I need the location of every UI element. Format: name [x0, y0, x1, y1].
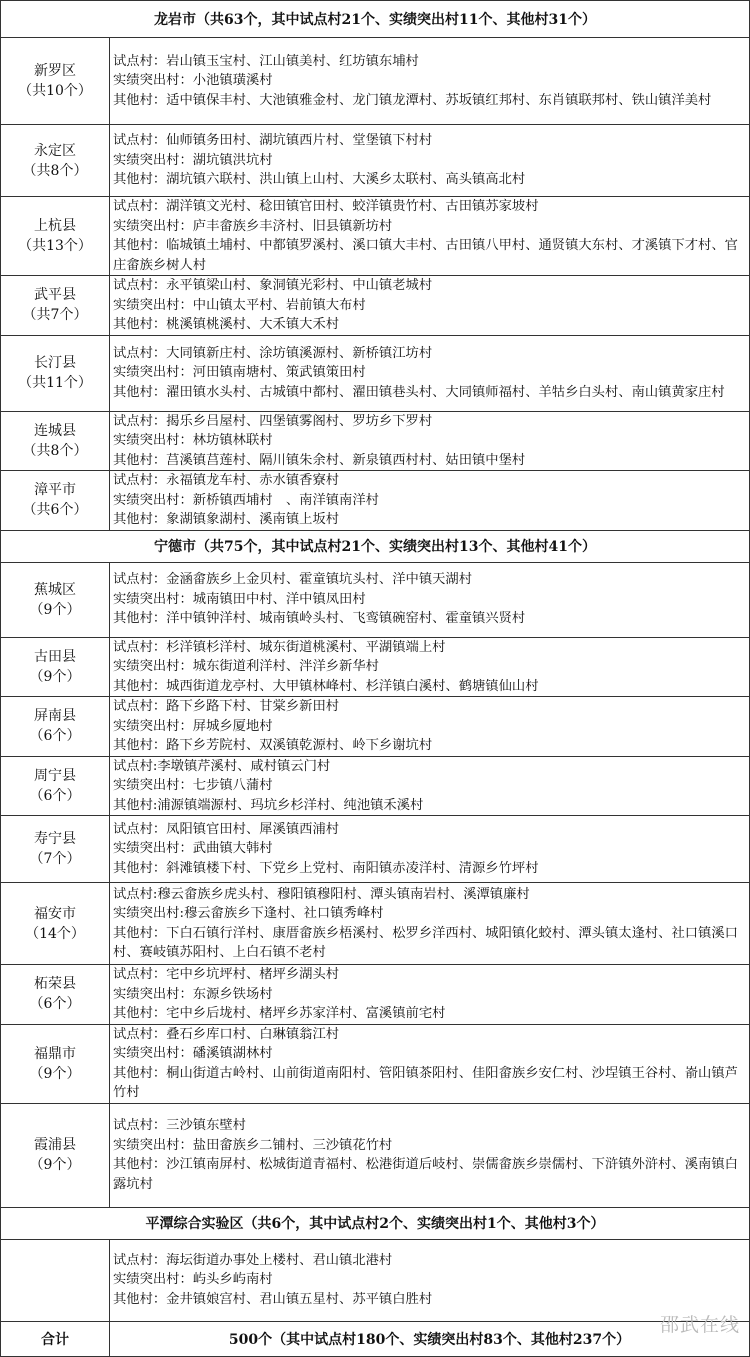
district-count: （14个）: [1, 924, 109, 944]
district-count: （共7个）: [1, 305, 109, 325]
pilot-villages-line: 试点村：永平镇梁山村、象洞镇光彩村、中山镇老城村: [113, 276, 747, 296]
district-cell: [1, 335, 110, 411]
village-details-cell: [110, 562, 750, 637]
district-name: 永定区: [1, 141, 109, 161]
district-name: 新罗区: [1, 61, 109, 81]
district-count: （9个）: [1, 600, 109, 620]
other-villages-line: 其他村：下白石镇行洋村、康厝畲族乡梧溪村、松罗乡洋西村、城阳镇化蛟村、潭头镇太逢村、社口镇溪口村、赛岐镇苏阳村、上白石镇不老村: [113, 924, 747, 963]
pilot-villages-line: 试点村：杉洋镇杉洋村、城东街道桃溪村、平湖镇端上村: [113, 638, 747, 658]
outstanding-villages-line: 实绩突出村：武曲镇大韩村: [113, 839, 747, 859]
district-cell: [1, 883, 110, 965]
outstanding-villages-line: 实绩突出村：庐丰畲族乡丰济村、旧县镇新坊村: [113, 217, 747, 237]
pilot-villages-line: 试点村：凤阳镇官田村、犀溪镇西浦村: [113, 820, 747, 840]
district-count: （共11个）: [1, 373, 109, 393]
district-row: [1, 637, 750, 697]
other-villages-line: 其他村：莒溪镇莒莲村、隔川镇朱余村、新泉镇西村村、姑田镇中堡村: [113, 451, 747, 471]
total-value: 500个（其中试点村180个、实绩突出村83个、其他村237个）: [110, 1321, 750, 1356]
other-villages-line: 其他村：斜滩镇楼下村、下党乡上党村、南阳镇赤凌洋村、清源乡竹坪村: [113, 859, 747, 879]
district-count: （共10个）: [1, 81, 109, 101]
district-name: 连城县: [1, 421, 109, 441]
district-name: 周宁县: [1, 766, 109, 786]
pilot-villages-line: 试点村：岩山镇玉宝村、江山镇美村、红坊镇东埔村: [113, 52, 747, 72]
district-cell: [1, 125, 110, 197]
district-name: 福鼎市: [1, 1044, 109, 1064]
district-row: [1, 756, 750, 816]
district-count: （6个）: [1, 994, 109, 1014]
pilot-villages-line: 试点村：大同镇新庄村、涂坊镇溪源村、新桥镇江坊村: [113, 344, 747, 364]
district-row: [1, 38, 750, 125]
village-details-cell: [110, 125, 750, 197]
watermark: 邵武在线: [660, 1310, 740, 1337]
outstanding-villages-line: 实绩突出村：城东街道利洋村、泮洋乡新华村: [113, 657, 747, 677]
district-row: [1, 816, 750, 883]
district-row: [1, 411, 750, 471]
total-label: 合计: [1, 1321, 110, 1356]
section-header-row: [1, 1, 750, 38]
section-title: 平潭综合实验区（共6个，其中试点村2个、实绩突出村1个、其他村3个）: [1, 1207, 750, 1239]
village-details-cell: [110, 1103, 750, 1207]
outstanding-villages-line: 实绩突出村：林坊镇林联村: [113, 431, 747, 451]
district-name: 蕉城区: [1, 580, 109, 600]
pilot-villages-line: 试点村：叠石乡库口村、白琳镇翁江村: [113, 1025, 747, 1045]
other-villages-line: 其他村：湖坑镇六联村、洪山镇上山村、大溪乡太联村、高头镇高北村: [113, 170, 747, 190]
outstanding-villages-line: 实绩突出村：盐田畲族乡二铺村、三沙镇花竹村: [113, 1136, 747, 1156]
village-details-cell: [110, 471, 750, 531]
other-villages-line: 其他村：桐山街道古岭村、山前街道南阳村、管阳镇茶阳村、佳阳畲族乡安仁村、沙埕镇王谷村、嵛山镇芦竹村: [113, 1064, 747, 1103]
other-villages-line: 其他村：濯田镇水头村、古城镇中都村、濯田镇巷头村、大同镇师福村、羊牯乡白头村、南山镇黄家庄村: [113, 383, 747, 403]
district-cell: [1, 1239, 110, 1321]
other-villages-line: 其他村：洋中镇钟洋村、城南镇岭头村、飞鸾镇碗窑村、霍童镇兴贤村: [113, 609, 747, 629]
other-villages-line: 其他村：象湖镇象湖村、溪南镇上坂村: [113, 510, 747, 530]
other-villages-line: 其他村：适中镇保丰村、大池镇雅金村、龙门镇龙潭村、苏坂镇红邦村、东肖镇联邦村、铁山镇洋美村: [113, 91, 747, 111]
section-title: 龙岩市（共63个，其中试点村21个、实绩突出村11个、其他村31个）: [1, 1, 750, 38]
district-cell: [1, 38, 110, 125]
section-header-row: [1, 1207, 750, 1239]
pilot-villages-line: 试点村:李墩镇芹溪村、咸村镇云门村: [113, 757, 747, 777]
district-row: [1, 562, 750, 637]
district-name: 古田县: [1, 647, 109, 667]
district-cell: [1, 471, 110, 531]
other-villages-line: 其他村：沙江镇南屏村、松城街道青福村、松港街道后岐村、崇儒畲族乡崇儒村、下浒镇外浒村、溪南镇白露坑村: [113, 1155, 747, 1194]
section-title: 宁德市（共75个，其中试点村21个、实绩突出村13个、其他村41个）: [1, 530, 750, 562]
district-cell: [1, 965, 110, 1025]
district-count: （共6个）: [1, 500, 109, 520]
other-villages-line: 其他村：宅中乡后垅村、楮坪乡苏家洋村、富溪镇前宅村: [113, 1004, 747, 1024]
pilot-villages-line: 试点村：三沙镇东壁村: [113, 1116, 747, 1136]
total-row: [1, 1321, 750, 1356]
district-name: 上杭县: [1, 216, 109, 236]
district-name: 寿宁县: [1, 829, 109, 849]
district-row: [1, 335, 750, 411]
district-name: 长汀县: [1, 353, 109, 373]
district-name: 漳平市: [1, 480, 109, 500]
village-details-cell: [110, 816, 750, 883]
village-details-cell: [110, 1239, 750, 1321]
outstanding-villages-line: 实绩突出村：东源乡铁场村: [113, 985, 747, 1005]
district-cell: [1, 697, 110, 757]
outstanding-villages-line: 实绩突出村：河田镇南塘村、策武镇策田村: [113, 363, 747, 383]
other-villages-line: 其他村：桃溪镇桃溪村、大禾镇大禾村: [113, 315, 747, 335]
district-cell: [1, 637, 110, 697]
other-villages-line: 其他村：临城镇土埔村、中都镇罗溪村、溪口镇大丰村、古田镇八甲村、通贤镇大东村、才溪镇下才村、官庄畲族乡树人村: [113, 236, 747, 275]
district-cell: [1, 816, 110, 883]
district-count: （9个）: [1, 667, 109, 687]
district-cell: [1, 276, 110, 336]
pilot-villages-line: 试点村：揭乐乡吕屋村、四堡镇雾阁村、罗坊乡下罗村: [113, 412, 747, 432]
district-row: [1, 697, 750, 757]
other-villages-line: 其他村:浦源镇端源村、玛坑乡杉洋村、纯池镇禾溪村: [113, 796, 747, 816]
village-details-cell: [110, 335, 750, 411]
village-details-cell: [110, 697, 750, 757]
village-details-cell: [110, 276, 750, 336]
district-row: [1, 471, 750, 531]
district-name: 福安市: [1, 904, 109, 924]
district-cell: [1, 562, 110, 637]
district-cell: [1, 756, 110, 816]
outstanding-villages-line: 实绩突出村：新桥镇西埔村 、南洋镇南洋村: [113, 491, 747, 511]
pilot-villages-line: 试点村：海坛街道办事处上楼村、君山镇北港村: [113, 1251, 747, 1271]
village-details-cell: [110, 965, 750, 1025]
outstanding-villages-line: 实绩突出村：屿头乡屿南村: [113, 1270, 747, 1290]
pilot-villages-line: 试点村：路下乡路下村、甘棠乡新田村: [113, 697, 747, 717]
other-villages-line: 其他村：路下乡芳院村、双溪镇乾源村、岭下乡谢坑村: [113, 736, 747, 756]
other-villages-line: 其他村：城西街道龙亭村、大甲镇林峰村、杉洋镇白溪村、鹤塘镇仙山村: [113, 677, 747, 697]
outstanding-villages-line: 实绩突出村：屏城乡厦地村: [113, 717, 747, 737]
outstanding-villages-line: 实绩突出村：城南镇田中村、洋中镇凤田村: [113, 590, 747, 610]
district-count: （9个）: [1, 1155, 109, 1175]
village-details-cell: [110, 38, 750, 125]
table-body: [1, 1, 750, 1357]
district-row: [1, 1024, 750, 1103]
pilot-villages-line: 试点村：宅中乡坑坪村、楮坪乡湖头村: [113, 965, 747, 985]
district-row: [1, 197, 750, 276]
village-details-cell: [110, 637, 750, 697]
village-details-cell: [110, 883, 750, 965]
district-cell: [1, 411, 110, 471]
district-row: [1, 125, 750, 197]
district-row: [1, 1103, 750, 1207]
outstanding-villages-line: 实绩突出村：小池镇璜溪村: [113, 71, 747, 91]
district-count: （9个）: [1, 1064, 109, 1084]
outstanding-villages-line: 实绩突出村:穆云畲族乡下逢村、社口镇秀峰村: [113, 904, 747, 924]
pilot-villages-line: 试点村：湖洋镇文光村、稔田镇官田村、蛟洋镇贵竹村、古田镇苏家坡村: [113, 197, 747, 217]
village-details-cell: [110, 197, 750, 276]
district-count: （共8个）: [1, 441, 109, 461]
district-count: （共8个）: [1, 161, 109, 181]
outstanding-villages-line: 实绩突出村：七步镇八蒲村: [113, 776, 747, 796]
pilot-villages-line: 试点村:穆云畲族乡虎头村、穆阳镇穆阳村、潭头镇南岩村、溪潭镇廉村: [113, 885, 747, 905]
pilot-villages-line: 试点村：永福镇龙车村、赤水镇香寮村: [113, 471, 747, 491]
district-cell: [1, 1024, 110, 1103]
other-villages-line: 其他村：金井镇娘宫村、君山镇五星村、苏平镇白胜村: [113, 1290, 747, 1310]
section-header-row: [1, 530, 750, 562]
village-details-cell: [110, 756, 750, 816]
district-cell: [1, 1103, 110, 1207]
district-row: [1, 1239, 750, 1321]
pilot-villages-line: 试点村：金涵畲族乡上金贝村、霍童镇坑头村、洋中镇天湖村: [113, 570, 747, 590]
pilot-villages-line: 试点村：仙师镇务田村、湖坑镇西片村、堂堡镇下村村: [113, 131, 747, 151]
outstanding-villages-line: 实绩突出村：磻溪镇湖林村: [113, 1044, 747, 1064]
outstanding-villages-line: 实绩突出村：湖坑镇洪坑村: [113, 151, 747, 171]
village-details-cell: [110, 1024, 750, 1103]
district-name: 柘荣县: [1, 974, 109, 994]
district-count: （6个）: [1, 786, 109, 806]
village-details-cell: [110, 411, 750, 471]
district-count: （6个）: [1, 726, 109, 746]
outstanding-villages-line: 实绩突出村：中山镇太平村、岩前镇大布村: [113, 296, 747, 316]
district-count: （7个）: [1, 849, 109, 869]
district-name: 武平县: [1, 285, 109, 305]
district-row: [1, 883, 750, 965]
district-cell: [1, 197, 110, 276]
district-name: 屏南县: [1, 706, 109, 726]
district-count: （共13个）: [1, 236, 109, 256]
district-row: [1, 276, 750, 336]
district-name: 霞浦县: [1, 1135, 109, 1155]
district-row: [1, 965, 750, 1025]
